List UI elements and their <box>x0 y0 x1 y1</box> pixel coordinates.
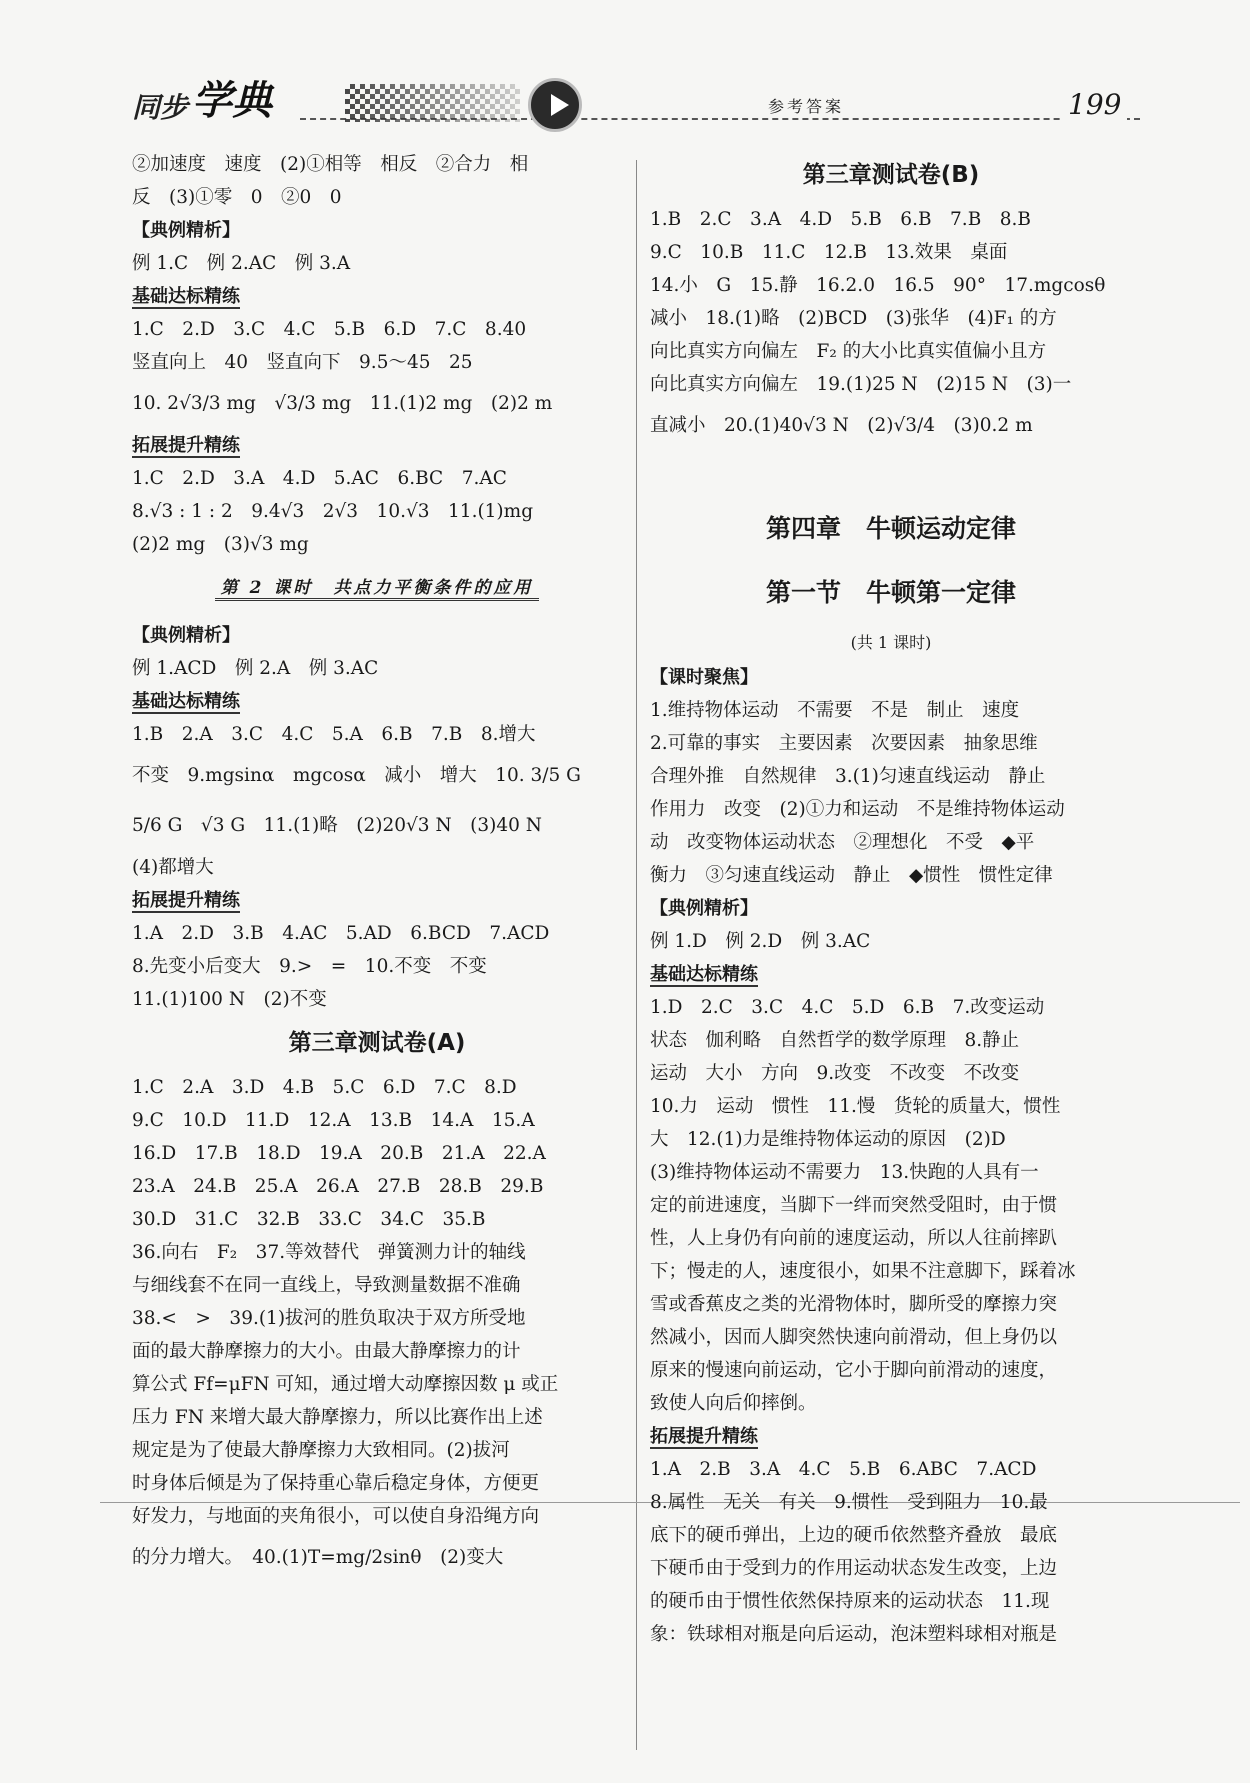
answer-line: 1.B 2.C 3.A 4.D 5.B 6.B 7.B 8.B <box>650 209 1032 230</box>
column-divider <box>636 160 637 1750</box>
answer-line: 合理外推 自然规律 3.(1)匀速直线运动 静止 <box>650 766 1046 787</box>
answer-line: 例 1.C 例 2.AC 例 3.A <box>132 253 351 274</box>
answer-line: 直减小 20.(1)40√3 N (2)√3/4 (3)0.2 m <box>650 415 1033 436</box>
answer-line: 的分力增大。 40.(1)T=mg/2sinθ (2)变大 <box>132 1547 504 1568</box>
answer-line: 时身体后倾是为了保持重心靠后稳定身体，方便更 <box>132 1473 540 1494</box>
answer-line: 向比真实方向偏左 F₂ 的大小比真实值偏小且方 <box>650 341 1047 362</box>
play-icon <box>528 78 582 132</box>
answer-line: 运动 大小 方向 9.改变 不改变 不改变 <box>650 1063 1020 1084</box>
answer-line: 减小 18.(1)略 (2)BCD (3)张华 (4)F₁ 的方 <box>650 308 1057 329</box>
answer-line: 不变 9.mgsinα mgcosα 减小 增大 10. 3/5 G <box>132 765 581 786</box>
answer-line: 衡力 ③匀速直线运动 静止 ◆惯性 惯性定律 <box>650 865 1053 886</box>
answer-line: 1.B 2.A 3.C 4.C 5.A 6.B 7.B 8.增大 <box>132 724 536 745</box>
book-logo <box>132 78 273 126</box>
right-column <box>650 148 1132 1651</box>
test-a-heading: 第三章测试卷(A) <box>288 1030 466 1056</box>
answer-line: 36.向右 F₂ 37.等效替代 弹簧测力计的轴线 <box>132 1242 526 1263</box>
logo-small-text: 同步 <box>132 91 189 124</box>
answer-line: 例 1.D 例 2.D 例 3.AC <box>650 931 871 952</box>
answer-line: 底下的硬币弹出，上边的硬币依然整齐叠放 最底 <box>650 1525 1058 1546</box>
lesson-heading <box>132 561 622 619</box>
subsection-text: 基础达标精练 <box>132 286 240 307</box>
answer-line: 1.C 2.A 3.D 4.B 5.C 6.D 7.C 8.D <box>132 1077 517 1098</box>
answer-line: 23.A 24.B 25.A 26.A 27.B 28.B 29.B <box>132 1176 544 1197</box>
answer-line: 作用力 改变 (2)①力和运动 不是维持物体运动 <box>650 799 1065 820</box>
subsection-label <box>650 1420 1132 1453</box>
answer-line: 规定是为了使最大静摩擦力大致相同。(2)拔河 <box>132 1440 510 1461</box>
answer-line: 定的前进速度，当脚下一绊而突然受阻时，由于惯 <box>650 1195 1058 1216</box>
answer-line: 致使人向后仰摔倒。 <box>650 1393 817 1414</box>
answer-line: 8.属性 无关 有关 9.惯性 受到阻力 10.最 <box>650 1492 1048 1513</box>
page-number: 199 <box>1062 88 1127 121</box>
subsection-text: 基础达标精练 <box>132 691 240 712</box>
answer-line: 原来的慢速向前运动，它小于脚向前滑动的速度， <box>650 1360 1058 1381</box>
checker-decoration <box>345 84 520 122</box>
answer-line: 算公式 Ff=μFN 可知，通过增大动摩擦因数 μ 或正 <box>132 1374 559 1395</box>
answer-line: (3)维持物体运动不需要力 13.快跑的人具有一 <box>650 1162 1039 1183</box>
section-label: 【课时聚焦】 <box>650 667 758 688</box>
answer-line: 16.D 17.B 18.D 19.A 20.B 21.A 22.A <box>132 1143 546 1164</box>
answer-line: 动 改变物体运动状态 ②理想化 不受 ◆平 <box>650 832 1035 853</box>
answer-line: 10. 2√3/3 mg √3/3 mg 11.(1)2 mg (2)2 m <box>132 393 553 414</box>
answer-line: 1.C 2.D 3.C 4.C 5.B 6.D 7.C 8.40 <box>132 319 527 340</box>
subsection-label <box>132 884 622 917</box>
answer-line: 面的最大静摩擦力的大小。由最大静摩擦力的计 <box>132 1341 521 1362</box>
chapter-heading: 第四章 牛顿运动定律 <box>765 514 1016 543</box>
section-label: 【典例精析】 <box>132 220 240 241</box>
subsection-label <box>132 280 622 313</box>
section-heading: 第一节 牛顿第一定律 <box>765 578 1016 607</box>
answer-line: 9.C 10.B 11.C 12.B 13.效果 桌面 <box>650 242 1008 263</box>
answer-line: 的硬币由于惯性依然保持原来的运动状态 11.现 <box>650 1591 1050 1612</box>
subsection-text: 拓展提升精练 <box>132 890 240 911</box>
answer-line: (4)都增大 <box>132 857 214 878</box>
subsection-text: 基础达标精练 <box>650 964 758 985</box>
answer-line: 下；慢走的人，速度很小，如果不注意脚下，踩着冰 <box>650 1261 1076 1282</box>
answer-line: 30.D 31.C 32.B 33.C 34.C 35.B <box>132 1209 486 1230</box>
section-label: 【典例精析】 <box>650 898 758 919</box>
answer-line: ②加速度 速度 (2)①相等 相反 ②合力 相 <box>132 154 529 175</box>
answer-line: 8.√3 : 1 : 2 9.4√3 2√3 10.√3 11.(1)mg <box>132 501 534 522</box>
answer-line: 性，人上身仍有向前的速度运动，所以人往前摔趴 <box>650 1228 1058 1249</box>
answer-line: 1.C 2.D 3.A 4.D 5.AC 6.BC 7.AC <box>132 468 507 489</box>
lesson-heading-text: 第 2 课时 共点力平衡条件的应用 <box>215 578 540 601</box>
subsection-text: 拓展提升精练 <box>650 1426 758 1447</box>
test-b-heading: 第三章测试卷(B) <box>802 162 980 188</box>
answer-line: 1.A 2.D 3.B 4.AC 5.AD 6.BCD 7.ACD <box>132 923 550 944</box>
answer-line: 5/6 G √3 G 11.(1)略 (2)20√3 N (3)40 N <box>132 815 542 836</box>
left-column <box>132 148 622 1583</box>
section-title: 参考答案 <box>760 94 852 117</box>
answer-line: 象：铁球相对瓶是向后运动，泡沫塑料球相对瓶是 <box>650 1624 1058 1645</box>
answer-line: 38.< > 39.(1)拔河的胜负取决于双方所受地 <box>132 1308 526 1329</box>
subsection-text: 拓展提升精练 <box>132 435 240 456</box>
answer-line: 下硬币由于受到力的作用运动状态发生改变，上边 <box>650 1558 1058 1579</box>
subsection-label <box>132 429 622 462</box>
subsection-label <box>132 685 622 718</box>
answer-line: 雪或香蕉皮之类的光滑物体时，脚所受的摩擦力突 <box>650 1294 1058 1315</box>
answer-line: 1.维持物体运动 不需要 不是 制止 速度 <box>650 700 1020 721</box>
answer-line: 2.可靠的事实 主要因素 次要因素 抽象思维 <box>650 733 1038 754</box>
answer-line: 压力 FN 来增大最大静摩擦力，所以比赛作出上述 <box>132 1407 543 1428</box>
answer-line: 好发力，与地面的夹角很小，可以使自身沿绳方向 <box>132 1506 540 1527</box>
answer-line: 竖直向上 40 竖直向下 9.5～45 25 <box>132 352 473 373</box>
section-label: 【典例精析】 <box>132 625 240 646</box>
answer-line: 10.力 运动 惯性 11.慢 货轮的质量大，惯性 <box>650 1096 1061 1117</box>
spacer <box>650 451 1132 497</box>
answer-line: 与细线套不在同一直线上，导致测量数据不准确 <box>132 1275 521 1296</box>
page-header <box>0 70 1250 140</box>
answer-line: 向比真实方向偏左 19.(1)25 N (2)15 N (3)一 <box>650 374 1072 395</box>
answer-line: (2)2 mg (3)√3 mg <box>132 534 309 555</box>
answer-line: 8.先变小后变大 9.> = 10.不变 不变 <box>132 956 487 977</box>
answer-line: 11.(1)100 N (2)不变 <box>132 989 327 1010</box>
answer-line: 14.小 G 15.静 16.2.0 16.5 90° 17.mgcosθ <box>650 275 1106 296</box>
answer-line: 然减小，因而人脚突然快速向前滑动，但上身仍以 <box>650 1327 1058 1348</box>
lesson-count-note: (共 1 课时) <box>850 633 932 652</box>
answer-line: 1.A 2.B 3.A 4.C 5.B 6.ABC 7.ACD <box>650 1459 1037 1480</box>
answer-line: 状态 伽利略 自然哲学的数学原理 8.静止 <box>650 1030 1020 1051</box>
answer-line: 反 (3)①零 0 ②0 0 <box>132 187 342 208</box>
answer-line: 大 12.(1)力是维持物体运动的原因 (2)D <box>650 1129 1006 1150</box>
answer-line: 例 1.ACD 例 2.A 例 3.AC <box>132 658 379 679</box>
answer-line: 9.C 10.D 11.D 12.A 13.B 14.A 15.A <box>132 1110 535 1131</box>
subsection-label <box>650 958 1132 991</box>
answer-line: 1.D 2.C 3.C 4.C 5.D 6.B 7.改变运动 <box>650 997 1045 1018</box>
logo-big-text: 学典 <box>192 78 273 124</box>
